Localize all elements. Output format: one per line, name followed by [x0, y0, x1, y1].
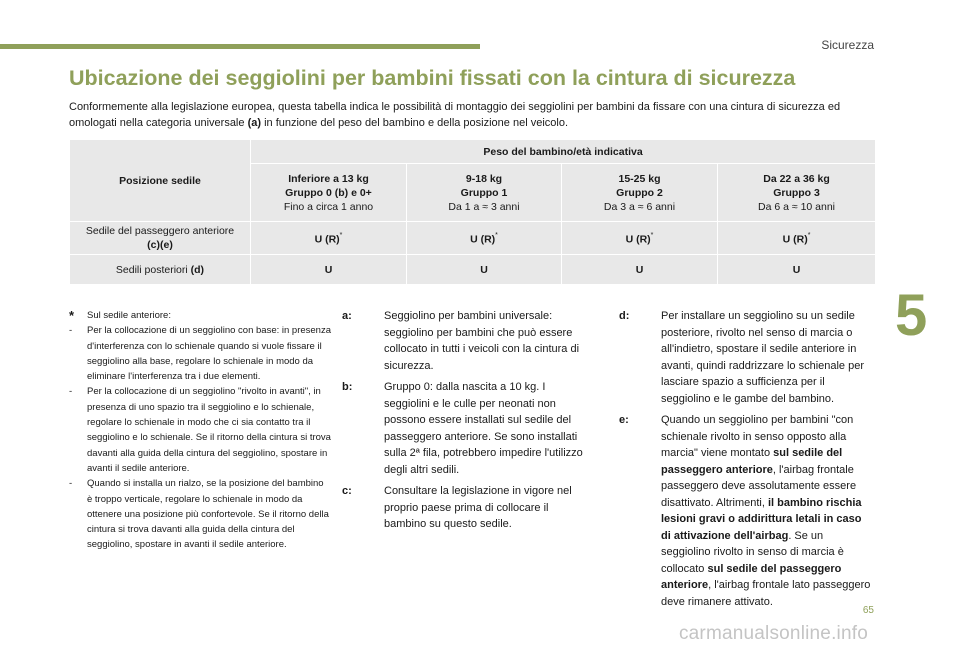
group-1-cell	[407, 164, 562, 222]
row-label-ref: (c)(e)	[147, 239, 173, 251]
row-front-passenger-label	[70, 222, 251, 255]
note-text: Seggiolino per bambini universale: seggiolino per bambini che può essere collocato in tutti i veicoli con la cintura di sicurezza.	[384, 310, 580, 372]
note-text-part: , l'airbag frontale lato passeggero deve rimanere attivato.	[661, 579, 871, 608]
footnote-mark: *	[807, 231, 811, 239]
note-c	[342, 483, 590, 533]
header-accent-bar	[0, 44, 480, 49]
footnote-item: - Quando si installa un rialzo, se la posizione del bambino è troppo verticale, regolare lo schienale in modo da ottenere una posizione più confortevole. Se il ritorno della cintura si trova davanti alla guida della cintura del seggiolino, spostare in avanti il sedile anteriore.	[69, 478, 329, 551]
note-d	[619, 308, 874, 407]
group-name: Gruppo 2	[616, 186, 663, 199]
watermark: carmanualsonline.info	[678, 623, 868, 644]
note-key: c:	[342, 485, 352, 497]
row-label-ref: (d)	[190, 263, 205, 276]
footnote-item-text: Quando si installa un rialzo, se la posizione del bambino è troppo verticale, regolare lo schienale in modo da ottenere una posizione più confortevole. Se il ritorno della cintura si trova davanti alla guida della cintura del seggiolino, spostare in avanti il sedile anteriore.	[87, 478, 329, 551]
footnote-item: - Per la collocazione di un seggiolino con base: in presenza d'interferenza con lo schienale quando si vuole fissare il seggiolino alla base, regolare lo schienale in modo da eliminare l'interferenza tra i due elementi.	[69, 325, 331, 383]
rear-group-1-value: U	[407, 255, 562, 285]
note-text-bold: il bambino rischia lesioni gravi o addirittura letali in caso di attivazione dell'airbag	[661, 496, 862, 542]
page-number: 65	[862, 605, 874, 616]
notes-column-middle	[342, 308, 590, 538]
footnote-mark: *	[650, 231, 654, 239]
note-text: Per installare un seggiolino su un sedile posteriore, rivolto nel senso di marcia o all'indietro, spostare il sedile anteriore in avanti, quindi raddrizzare lo schienale per lasciare spazio a sufficienza per il seggiolino e le gambe del bambino.	[661, 310, 865, 405]
group-weight: 9-18 kg	[465, 172, 503, 185]
footnote-title: Sul sedile anteriore:	[87, 310, 171, 321]
group-age: Da 6 a ≈ 10 anni	[758, 200, 836, 213]
note-a	[342, 308, 590, 374]
group-weight-prefix: Da	[763, 172, 777, 185]
intro-paragraph	[69, 99, 859, 131]
front-group-1-value	[407, 222, 562, 255]
section-title: Sicurezza	[821, 38, 874, 52]
row-label: Sedili posteriori	[115, 263, 188, 276]
rear-group-3-value: U	[718, 255, 876, 285]
rear-group-2-value: U	[562, 255, 718, 285]
note-text-bold: sul sedile del passeggero anteriore	[661, 447, 843, 476]
note-text: Consultare la legislazione in vigore nel proprio paese prima di collocare il bambino su questo sedile.	[384, 485, 572, 530]
footnote-mark: *	[339, 231, 343, 239]
group-3-cell	[718, 164, 876, 222]
note-key: b:	[342, 381, 353, 393]
cell-value: U (R)	[470, 233, 496, 246]
group-name: Gruppo 3	[773, 186, 820, 199]
notes-column-right	[619, 308, 874, 615]
footnote-item: - Per la collocazione di un seggiolino "rivolto in avanti", in presenza di uno spazio tra il seggiolino e lo schienale, regolare lo schienale in modo che ci sia contatto tra il seggiolino e lo schienale. Se il ritorno della cintura si trova davanti alla guida della cintura del seggiolino, spostare in avanti il sedile anteriore.	[69, 386, 331, 474]
note-key: d:	[619, 310, 630, 322]
front-group-0-value	[251, 222, 407, 255]
footnote-heading	[69, 308, 331, 323]
group-age: Da 3 a ≈ 6 anni	[603, 200, 676, 213]
note-text: Gruppo 0: dalla nascita a 10 kg. I seggiolini e le culle per neonati non possono essere installati sul sedile del passeggero anteriore. Se sono installati sulla 2ª fila, potrebbero impedire l'utilizzo degli altri sedili.	[384, 381, 583, 476]
group-weight: Inferiore a 13 kg	[288, 172, 369, 185]
row-rear-seats-label	[70, 255, 251, 285]
note-text-part: . Se un seggiolino rivolto in senso di marcia è collocato	[661, 529, 844, 575]
note-text-bold: sul sedile del passeggero anteriore	[661, 562, 842, 591]
row-label: Sedile del passeggero anteriore	[85, 225, 235, 237]
group-weight: 15-25 kg	[618, 172, 661, 185]
footnote-item-text: Per la collocazione di un seggiolino "rivolto in avanti", in presenza di uno spazio tra il seggiolino e lo schienale, regolare lo schienale in modo che ci sia contatto tra il seggiolino e lo schienale. Se il ritorno della cintura si trova davanti alla guida della cintura del seggiolino, spostare in avanti il sedile anteriore.	[87, 386, 331, 474]
note-key: a:	[342, 310, 352, 322]
note-e	[619, 412, 874, 610]
footnote-item-text: Per la collocazione di un seggiolino con base: in presenza d'interferenza con lo schienale quando si vuole fissare il seggiolino alla base, regolare lo schienale in modo da eliminare l'interferenza tra i due elementi.	[87, 325, 331, 383]
footnote-block	[69, 308, 331, 553]
group-name: Gruppo 0 (b) e 0+	[285, 186, 372, 199]
intro-text-end: in funzione del peso del bambino e della posizione nel veicolo.	[261, 117, 569, 129]
front-group-3-value	[718, 222, 876, 255]
cell-value: U (R)	[314, 233, 340, 246]
header-seat-position: Posizione sedile	[70, 140, 251, 222]
footnote-star: *	[69, 308, 75, 323]
intro-ref-a: (a)	[247, 117, 262, 129]
child-seat-table	[69, 139, 876, 285]
rear-group-0-value: U	[251, 255, 407, 285]
front-group-2-value	[562, 222, 718, 255]
intro-text: Conformemente alla legislazione europea, questa tabella indica le possibilità di montaggio dei seggiolini per bambini da fissare con una cintura di sicurezza ed omologati nella categoria universale	[69, 101, 841, 129]
footnote-mark: *	[495, 231, 498, 239]
page-title: Ubicazione dei seggiolini per bambini fissati con la cintura di sicurezza	[69, 66, 796, 90]
note-text-part: , l'airbag frontale passeggero deve assolutamente essere disattivato. Altrimenti,	[661, 463, 857, 509]
chapter-number: 5	[895, 283, 928, 348]
cell-value: U (R)	[625, 233, 651, 246]
cell-value: U (R)	[782, 233, 808, 246]
note-text	[661, 412, 874, 610]
group-weight: 22 a 36 kg	[779, 172, 830, 185]
group-0-cell	[251, 164, 407, 222]
note-text-part: Quando un seggiolino per bambini "con schienale rivolto in senso opposto alla marcia" viene montato	[661, 414, 854, 459]
group-name: Gruppo 1	[460, 186, 508, 199]
group-age: Fino a circa 1 anno	[283, 200, 374, 213]
note-key: e:	[619, 414, 629, 426]
group-2-cell	[562, 164, 718, 222]
header-child-weight: Peso del bambino/età indicativa	[251, 140, 876, 164]
note-b	[342, 379, 590, 478]
group-age: Da 1 a ≈ 3 anni	[448, 200, 520, 213]
